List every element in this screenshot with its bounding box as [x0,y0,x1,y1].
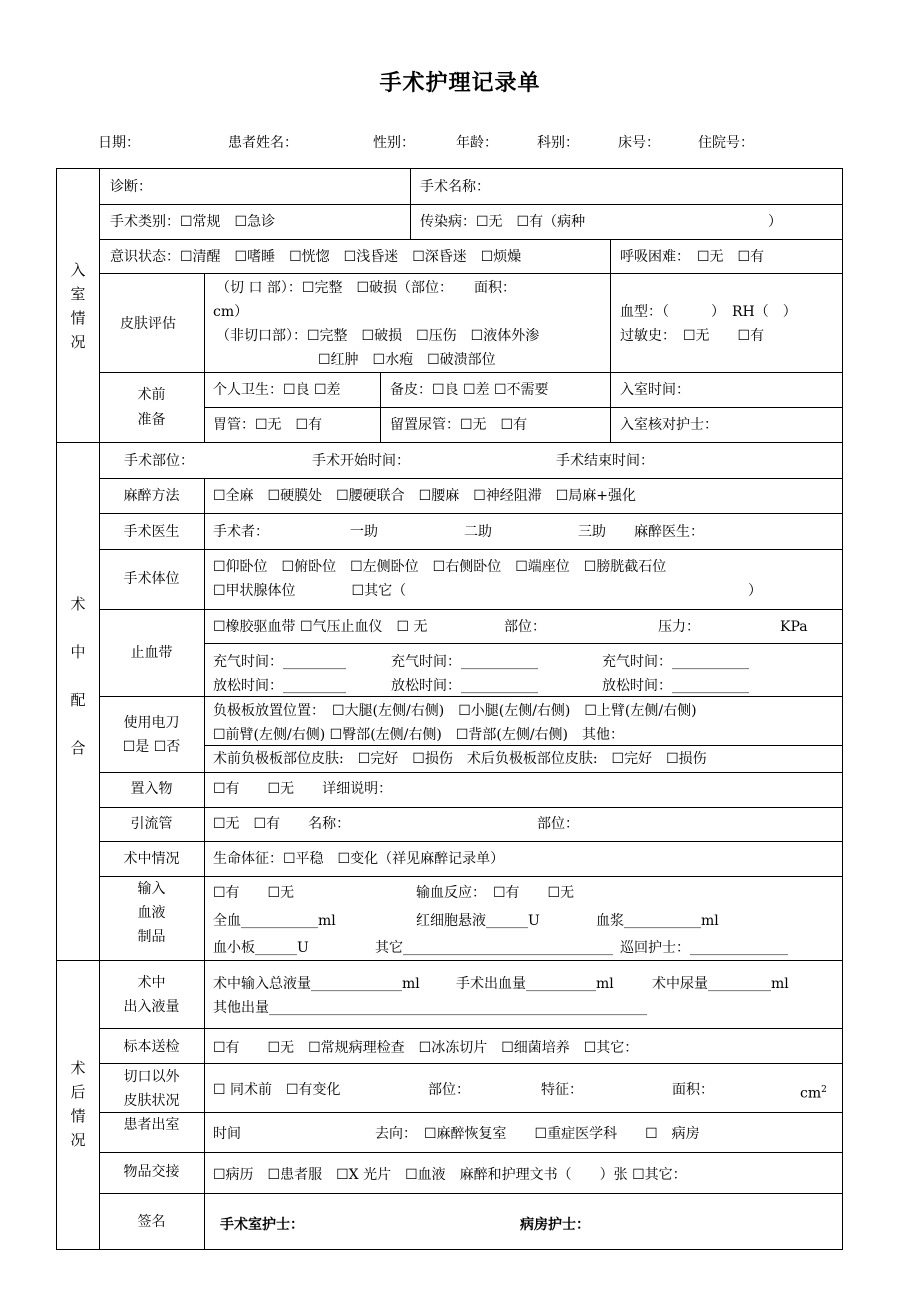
position-options-2[interactable]: ☐甲状腺体位 ☐其它（ [213,583,407,599]
blood-loss-field[interactable]: 手术出血量__________ml [456,976,614,992]
signature-label: 签名 [137,1214,166,1230]
tourniquet-pressure-field[interactable]: 压力： [658,619,700,635]
position-options-1[interactable]: ☐仰卧位 ☐俯卧位 ☐左侧卧位 ☐右侧卧位 ☐端座位 ☐膀胱截石位 [213,559,667,575]
assistant3-field[interactable]: 三助 [578,524,606,540]
whole-blood-field[interactable]: 全血___________ml [213,913,336,929]
specimen-options[interactable]: ☐有 ☐无 ☐常规病理检查 ☐冰冻切片 ☐细菌培养 ☐其它： [213,1040,639,1056]
skin-incision-line[interactable]: （切 口 部）：☐完整 ☐破损（部位： 面积： [216,280,517,296]
esu-plate-skin[interactable]: 术前负极板部位皮肤: ☐完好 ☐损伤 术后负极板部位皮肤: ☐完好 ☐损伤 [213,751,707,767]
infectious-close: ） [768,214,782,230]
esu-label: 使用电刀 [123,715,180,731]
tourniquet-options[interactable]: ☐橡胶驱血带 ☐气压止血仪 ☐ 无 [213,619,428,635]
skin-status-label-2: 皮肤状况 [123,1093,180,1109]
skin-non-incision-line2[interactable]: ☐红肿 ☐水疱 ☐破溃部位 [318,352,496,368]
ward-nurse-signature[interactable]: 病房护士： [520,1217,590,1233]
gender-label: 性别： [373,135,415,151]
assistant1-field[interactable]: 一助 [350,524,378,540]
diagnosis-field[interactable]: 诊断： [110,179,152,195]
section-postop-label: 术后情况 [70,1059,86,1149]
surgery-type-options[interactable]: 手术类别：☐常规 ☐急诊 [110,214,276,230]
consciousness-options[interactable]: 意识状态：☐清醒 ☐嗜睡 ☐恍惚 ☐浅昏迷 ☐深昏迷 ☐烦燥 [110,249,522,265]
department-label: 科别： [537,135,579,151]
blood-type-field[interactable]: 血型：（ ） RH（ ） [620,304,797,320]
platelet-field[interactable]: 血小板______U [213,940,309,956]
admission-no-label: 住院号： [698,135,754,151]
skin-change-site-field[interactable]: 部位： [428,1082,470,1098]
plasma-field[interactable]: 血浆___________ml [596,913,719,929]
end-time-field[interactable]: 手术结束时间： [556,453,654,469]
tourniquet-site-field[interactable]: 部位： [504,619,546,635]
inflate-time-2[interactable]: 充气时间：___________ [391,654,538,670]
exit-destination-options[interactable]: 去向： ☐麻醉恢复室 ☐重症医学科 ☐ 病房 [375,1126,700,1142]
patient-name-label: 患者姓名： [228,135,298,151]
intraop-status-label: 术中情况 [123,851,180,867]
circulating-nurse-field[interactable]: 巡回护士：______________ [620,940,788,956]
section-intraop-label: 术中配合 [70,595,86,757]
date-label: 日期： [98,135,140,151]
handover-label: 物品交接 [123,1164,180,1180]
vital-signs-options[interactable]: 生命体征：☐平稳 ☐变化（祥见麻醉记录单） [213,851,505,867]
prep-label-1: 术前 [137,387,166,403]
anesthetist-field[interactable]: 麻醉医生： [634,524,704,540]
release-time-3[interactable]: 放松时间：___________ [602,678,749,694]
surgeon-field[interactable]: 手术者： [213,524,269,540]
exit-time-field[interactable]: 时间 [213,1126,241,1142]
tourniquet-label: 止血带 [130,645,173,661]
prep-label-2: 准备 [137,412,166,428]
total-fluid-field[interactable]: 术中输入总液量_____________ml [213,976,420,992]
handover-options[interactable]: ☐病历 ☐患者服 ☐X 光片 ☐血液 麻醉和护理文书（ ）张 ☐其它： [213,1167,687,1183]
inflate-time-3[interactable]: 充气时间：___________ [602,654,749,670]
entry-nurse-field[interactable]: 入室核对护士： [620,417,718,433]
hygiene-options[interactable]: 个人卫生：☐良 ☐差 [213,382,341,398]
esu-yes-no[interactable]: ☐是 ☐否 [122,739,181,755]
esu-plate-position-1[interactable]: 负极板放置位置： ☐大腿(左侧/右侧) ☐小腿(左侧/右侧) ☐上臂(左侧/右侧) [213,703,697,719]
catheter-options[interactable]: 留置尿管：☐无 ☐有 [390,417,528,433]
blood-products-label-2: 血液 [137,905,166,921]
other-output-field[interactable]: 其他出量______________________________________________________ [213,1000,647,1016]
tourniquet-unit: KPa [780,619,808,635]
skin-status-label-1: 切口以外 [123,1069,180,1085]
release-time-1[interactable]: 放松时间：_________ [213,678,346,694]
inflate-time-1[interactable]: 充气时间：_________ [213,654,346,670]
io-label-2: 出入液量 [123,999,180,1015]
surgery-name-field[interactable]: 手术名称： [420,179,490,195]
age-label: 年龄： [456,135,498,151]
gastric-tube-options[interactable]: 胃管：☐无 ☐有 [213,417,323,433]
drain-options[interactable]: ☐无 ☐有 名称： [213,816,351,832]
section-preop-label: 入室情况 [70,261,86,351]
drain-label: 引流管 [130,816,173,832]
start-time-field[interactable]: 手术开始时间： [312,453,410,469]
skin-change-feature-field[interactable]: 特征： [541,1082,583,1098]
assistant2-field[interactable]: 二助 [464,524,492,540]
specimen-label: 标本送检 [123,1039,180,1055]
exit-label: 患者出室 [123,1117,180,1133]
position-close: ） [748,583,762,599]
urine-output-field[interactable]: 术中尿量_________ml [652,976,789,992]
entry-time-field[interactable]: 入室时间： [620,382,690,398]
allergy-options[interactable]: 过敏史： ☐无 ☐有 [620,328,765,344]
skin-prep-options[interactable]: 备皮：☐良 ☐差 ☐不需要 [390,382,549,398]
anesthesia-options[interactable]: ☐全麻 ☐硬膜处 ☐腰硬联合 ☐腰麻 ☐神经阻滞 ☐局麻+强化 [213,488,637,504]
esu-plate-position-2[interactable]: ☐前臂(左侧/右侧) ☐臀部(左侧/右侧) ☐背部(左侧/右侧) 其他： [213,727,625,743]
transfusion-reaction-options[interactable]: 输血反应： ☐有 ☐无 [416,885,575,901]
blood-products-label-3: 制品 [137,929,166,945]
release-time-2[interactable]: 放松时间：___________ [391,678,538,694]
dyspnea-options[interactable]: 呼吸困难： ☐无 ☐有 [620,249,765,265]
drain-site-field[interactable]: 部位： [537,816,579,832]
other-blood-field[interactable]: 其它______________________________ [375,940,613,956]
implant-label: 置入物 [130,781,173,797]
rbc-field[interactable]: 红细胞悬液______U [416,913,540,929]
skin-assessment-label: 皮肤评估 [120,316,176,332]
doctor-label: 手术医生 [123,524,180,540]
skin-change-area-field[interactable]: 面积： [672,1082,714,1098]
position-label: 手术体位 [123,571,180,587]
skin-area-unit-cm2: $cm^2$ [800,1085,827,1102]
infectious-options[interactable]: 传染病：☐无 ☐有（病种 [420,214,586,230]
blood-products-options[interactable]: ☐有 ☐无 [213,885,295,901]
bed-label: 床号： [618,135,660,151]
skin-non-incision-line[interactable]: （非切口部）：☐完整 ☐破损 ☐压伤 ☐液体外渗 [216,328,540,344]
blood-products-label-1: 输入 [137,881,166,897]
implant-options[interactable]: ☐有 ☐无 详细说明： [213,781,393,797]
anesthesia-label: 麻醉方法 [123,488,180,504]
page-title: 手术护理记录单 [379,71,541,96]
or-nurse-signature[interactable]: 手术室护士： [220,1217,304,1233]
io-label-1: 术中 [137,975,166,991]
surgery-site-field[interactable]: 手术部位： [124,453,194,469]
skin-area-unit: cm） [213,304,249,320]
skin-status-options[interactable]: ☐ 同术前 ☐有变化 [213,1082,341,1098]
